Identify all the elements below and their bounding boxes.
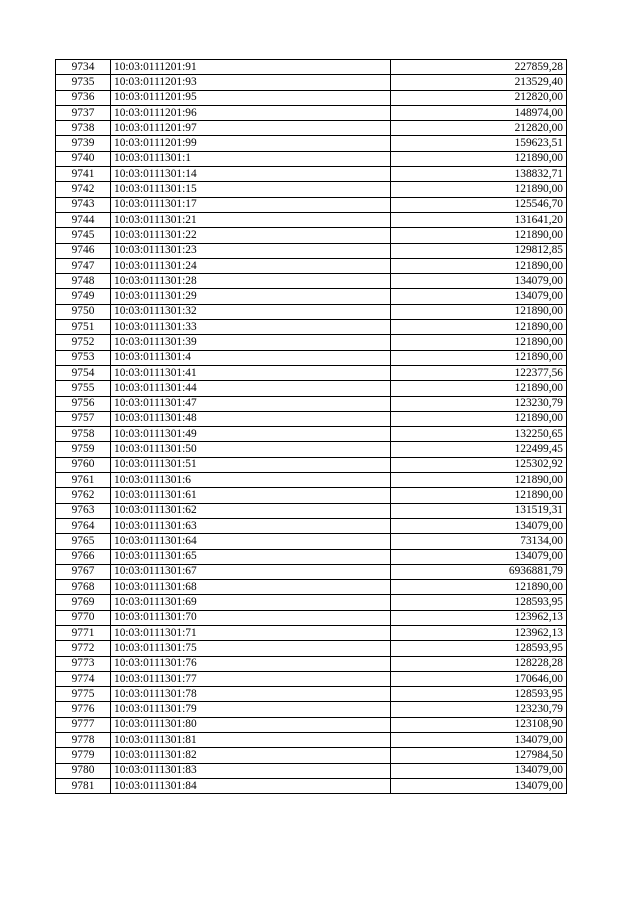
cadastral-value-cell: 134079,00 xyxy=(391,549,567,564)
cadastral-value-cell: 134079,00 xyxy=(391,518,567,533)
cadastral-number-cell: 10:03:0111301:24 xyxy=(111,258,391,273)
table-row xyxy=(56,702,567,717)
cadastral-number-cell: 10:03:0111301:6 xyxy=(111,473,391,488)
table-row xyxy=(56,457,567,472)
cadastral-number-cell: 10:03:0111301:1 xyxy=(111,151,391,166)
row-number-cell: 9763 xyxy=(56,503,111,518)
cadastral-value-cell: 134079,00 xyxy=(391,733,567,748)
row-number-cell: 9765 xyxy=(56,534,111,549)
cadastral-value-cell: 127984,50 xyxy=(391,748,567,763)
cadastral-number-cell: 10:03:0111301:75 xyxy=(111,641,391,656)
table-row xyxy=(56,121,567,136)
cadastral-number-cell: 10:03:0111301:21 xyxy=(111,212,391,227)
row-number-cell: 9781 xyxy=(56,778,111,793)
cadastral-number-cell: 10:03:0111301:22 xyxy=(111,228,391,243)
cadastral-number-cell: 10:03:0111301:61 xyxy=(111,488,391,503)
row-number-cell: 9755 xyxy=(56,381,111,396)
cadastral-number-cell: 10:03:0111301:82 xyxy=(111,748,391,763)
table-row xyxy=(56,396,567,411)
cadastral-value-cell: 122377,56 xyxy=(391,365,567,380)
cadastral-value-cell: 148974,00 xyxy=(391,105,567,120)
cadastral-value-cell: 212820,00 xyxy=(391,90,567,105)
row-number-cell: 9776 xyxy=(56,702,111,717)
row-number-cell: 9774 xyxy=(56,671,111,686)
table-row xyxy=(56,90,567,105)
table-row xyxy=(56,534,567,549)
table-row xyxy=(56,365,567,380)
cadastral-value-cell: 121890,00 xyxy=(391,335,567,350)
row-number-cell: 9746 xyxy=(56,243,111,258)
table-row xyxy=(56,610,567,625)
table-row xyxy=(56,625,567,640)
cadastral-value-cell: 134079,00 xyxy=(391,778,567,793)
cadastral-value-cell: 123962,13 xyxy=(391,610,567,625)
cadastral-value-cell: 129812,85 xyxy=(391,243,567,258)
table-row xyxy=(56,411,567,426)
row-number-cell: 9764 xyxy=(56,518,111,533)
table-row xyxy=(56,197,567,212)
cadastral-value-cell: 123230,79 xyxy=(391,396,567,411)
cadastral-number-cell: 10:03:0111301:71 xyxy=(111,625,391,640)
row-number-cell: 9750 xyxy=(56,304,111,319)
row-number-cell: 9779 xyxy=(56,748,111,763)
cadastral-number-cell: 10:03:0111301:17 xyxy=(111,197,391,212)
cadastral-number-cell: 10:03:0111301:15 xyxy=(111,182,391,197)
cadastral-number-cell: 10:03:0111301:47 xyxy=(111,396,391,411)
cadastral-number-cell: 10:03:0111201:96 xyxy=(111,105,391,120)
table-row xyxy=(56,580,567,595)
cadastral-value-cell: 159623,51 xyxy=(391,136,567,151)
cadastral-value-cell: 6936881,79 xyxy=(391,564,567,579)
row-number-cell: 9777 xyxy=(56,717,111,732)
cadastral-number-cell: 10:03:0111301:68 xyxy=(111,580,391,595)
row-number-cell: 9762 xyxy=(56,488,111,503)
cadastral-value-cell: 128593,95 xyxy=(391,595,567,610)
cadastral-value-cell: 131519,31 xyxy=(391,503,567,518)
cadastral-number-cell: 10:03:0111301:83 xyxy=(111,763,391,778)
row-number-cell: 9737 xyxy=(56,105,111,120)
cadastral-number-cell: 10:03:0111301:4 xyxy=(111,350,391,365)
cadastral-number-cell: 10:03:0111301:51 xyxy=(111,457,391,472)
cadastral-value-cell: 131641,20 xyxy=(391,212,567,227)
cadastral-number-cell: 10:03:0111301:29 xyxy=(111,289,391,304)
cadastral-value-cell: 121890,00 xyxy=(391,182,567,197)
table-row xyxy=(56,182,567,197)
table-row xyxy=(56,733,567,748)
cadastral-number-cell: 10:03:0111301:23 xyxy=(111,243,391,258)
row-number-cell: 9734 xyxy=(56,60,111,75)
table-row xyxy=(56,717,567,732)
row-number-cell: 9775 xyxy=(56,687,111,702)
table-row xyxy=(56,136,567,151)
table-row xyxy=(56,60,567,75)
table-row xyxy=(56,151,567,166)
cadastral-number-cell: 10:03:0111301:78 xyxy=(111,687,391,702)
cadastral-value-cell: 121890,00 xyxy=(391,381,567,396)
table-row xyxy=(56,564,567,579)
row-number-cell: 9754 xyxy=(56,365,111,380)
row-number-cell: 9761 xyxy=(56,473,111,488)
cadastral-number-cell: 10:03:0111301:84 xyxy=(111,778,391,793)
row-number-cell: 9772 xyxy=(56,641,111,656)
table-row xyxy=(56,75,567,90)
table-row xyxy=(56,748,567,763)
row-number-cell: 9770 xyxy=(56,610,111,625)
row-number-cell: 9740 xyxy=(56,151,111,166)
cadastral-value-cell: 134079,00 xyxy=(391,763,567,778)
row-number-cell: 9736 xyxy=(56,90,111,105)
cadastral-value-cell: 123962,13 xyxy=(391,625,567,640)
table-row xyxy=(56,274,567,289)
cadastral-value-cell: 170646,00 xyxy=(391,671,567,686)
cadastral-value-cell: 121890,00 xyxy=(391,580,567,595)
table-row xyxy=(56,595,567,610)
table-row xyxy=(56,258,567,273)
table-row xyxy=(56,671,567,686)
row-number-cell: 9757 xyxy=(56,411,111,426)
cadastral-value-cell: 125302,92 xyxy=(391,457,567,472)
table-row xyxy=(56,228,567,243)
row-number-cell: 9771 xyxy=(56,625,111,640)
row-number-cell: 9741 xyxy=(56,167,111,182)
cadastral-value-cell: 128228,28 xyxy=(391,656,567,671)
table-row xyxy=(56,687,567,702)
cadastral-value-cell: 212820,00 xyxy=(391,121,567,136)
table-row xyxy=(56,350,567,365)
table-row xyxy=(56,442,567,457)
table-row xyxy=(56,381,567,396)
table-row xyxy=(56,289,567,304)
row-number-cell: 9758 xyxy=(56,427,111,442)
cadastral-number-cell: 10:03:0111301:44 xyxy=(111,381,391,396)
cadastral-value-cell: 138832,71 xyxy=(391,167,567,182)
cadastral-value-cell: 121890,00 xyxy=(391,304,567,319)
cadastral-number-cell: 10:03:0111301:39 xyxy=(111,335,391,350)
cadastral-number-cell: 10:03:0111301:41 xyxy=(111,365,391,380)
table-row xyxy=(56,778,567,793)
cadastral-value-cell: 121890,00 xyxy=(391,258,567,273)
cadastral-value-cell: 134079,00 xyxy=(391,274,567,289)
cadastral-number-cell: 10:03:0111301:77 xyxy=(111,671,391,686)
row-number-cell: 9769 xyxy=(56,595,111,610)
cadastral-number-cell: 10:03:0111301:63 xyxy=(111,518,391,533)
table-row xyxy=(56,105,567,120)
row-number-cell: 9748 xyxy=(56,274,111,289)
row-number-cell: 9773 xyxy=(56,656,111,671)
table-row xyxy=(56,763,567,778)
cadastral-number-cell: 10:03:0111301:70 xyxy=(111,610,391,625)
table-row xyxy=(56,641,567,656)
table-row xyxy=(56,488,567,503)
cadastral-value-cell: 134079,00 xyxy=(391,289,567,304)
row-number-cell: 9735 xyxy=(56,75,111,90)
table-body xyxy=(56,60,567,794)
table-row xyxy=(56,503,567,518)
cadastral-number-cell: 10:03:0111301:80 xyxy=(111,717,391,732)
cadastral-value-cell: 123108,90 xyxy=(391,717,567,732)
row-number-cell: 9739 xyxy=(56,136,111,151)
table-row xyxy=(56,320,567,335)
cadastral-number-cell: 10:03:0111301:49 xyxy=(111,427,391,442)
row-number-cell: 9759 xyxy=(56,442,111,457)
cadastral-number-cell: 10:03:0111301:79 xyxy=(111,702,391,717)
cadastral-value-cell: 122499,45 xyxy=(391,442,567,457)
row-number-cell: 9743 xyxy=(56,197,111,212)
table-row xyxy=(56,335,567,350)
table-row xyxy=(56,427,567,442)
cadastral-number-cell: 10:03:0111301:32 xyxy=(111,304,391,319)
cadastral-number-cell: 10:03:0111201:99 xyxy=(111,136,391,151)
table-row xyxy=(56,656,567,671)
cadastral-number-cell: 10:03:0111301:76 xyxy=(111,656,391,671)
table-row xyxy=(56,243,567,258)
row-number-cell: 9742 xyxy=(56,182,111,197)
cadastral-value-cell: 121890,00 xyxy=(391,228,567,243)
cadastral-value-cell: 121890,00 xyxy=(391,473,567,488)
cadastral-value-cell: 121890,00 xyxy=(391,320,567,335)
row-number-cell: 9767 xyxy=(56,564,111,579)
row-number-cell: 9768 xyxy=(56,580,111,595)
cadastral-number-cell: 10:03:0111301:48 xyxy=(111,411,391,426)
cadastral-value-cell: 227859,28 xyxy=(391,60,567,75)
cadastral-number-cell: 10:03:0111201:93 xyxy=(111,75,391,90)
cadastral-value-cell: 121890,00 xyxy=(391,151,567,166)
cadastral-value-cell: 121890,00 xyxy=(391,411,567,426)
row-number-cell: 9744 xyxy=(56,212,111,227)
cadastral-value-table xyxy=(55,59,567,794)
row-number-cell: 9760 xyxy=(56,457,111,472)
row-number-cell: 9780 xyxy=(56,763,111,778)
cadastral-number-cell: 10:03:0111301:69 xyxy=(111,595,391,610)
row-number-cell: 9749 xyxy=(56,289,111,304)
cadastral-value-cell: 121890,00 xyxy=(391,488,567,503)
cadastral-number-cell: 10:03:0111301:28 xyxy=(111,274,391,289)
row-number-cell: 9745 xyxy=(56,228,111,243)
cadastral-value-cell: 123230,79 xyxy=(391,702,567,717)
cadastral-value-cell: 132250,65 xyxy=(391,427,567,442)
cadastral-number-cell: 10:03:0111301:81 xyxy=(111,733,391,748)
row-number-cell: 9747 xyxy=(56,258,111,273)
row-number-cell: 9756 xyxy=(56,396,111,411)
cadastral-value-cell: 128593,95 xyxy=(391,641,567,656)
cadastral-number-cell: 10:03:0111301:14 xyxy=(111,167,391,182)
cadastral-value-cell: 73134,00 xyxy=(391,534,567,549)
row-number-cell: 9778 xyxy=(56,733,111,748)
row-number-cell: 9766 xyxy=(56,549,111,564)
cadastral-number-cell: 10:03:0111301:62 xyxy=(111,503,391,518)
table-row xyxy=(56,518,567,533)
cadastral-number-cell: 10:03:0111301:64 xyxy=(111,534,391,549)
cadastral-number-cell: 10:03:0111301:67 xyxy=(111,564,391,579)
cadastral-number-cell: 10:03:0111301:33 xyxy=(111,320,391,335)
row-number-cell: 9753 xyxy=(56,350,111,365)
row-number-cell: 9738 xyxy=(56,121,111,136)
cadastral-value-cell: 121890,00 xyxy=(391,350,567,365)
row-number-cell: 9751 xyxy=(56,320,111,335)
cadastral-value-cell: 128593,95 xyxy=(391,687,567,702)
table-row xyxy=(56,549,567,564)
cadastral-number-cell: 10:03:0111301:50 xyxy=(111,442,391,457)
cadastral-number-cell: 10:03:0111201:95 xyxy=(111,90,391,105)
table-row xyxy=(56,304,567,319)
row-number-cell: 9752 xyxy=(56,335,111,350)
cadastral-number-cell: 10:03:0111301:65 xyxy=(111,549,391,564)
cadastral-number-cell: 10:03:0111201:97 xyxy=(111,121,391,136)
cadastral-value-cell: 213529,40 xyxy=(391,75,567,90)
table-row xyxy=(56,167,567,182)
table-row xyxy=(56,473,567,488)
cadastral-number-cell: 10:03:0111201:91 xyxy=(111,60,391,75)
cadastral-value-cell: 125546,70 xyxy=(391,197,567,212)
table-row xyxy=(56,212,567,227)
